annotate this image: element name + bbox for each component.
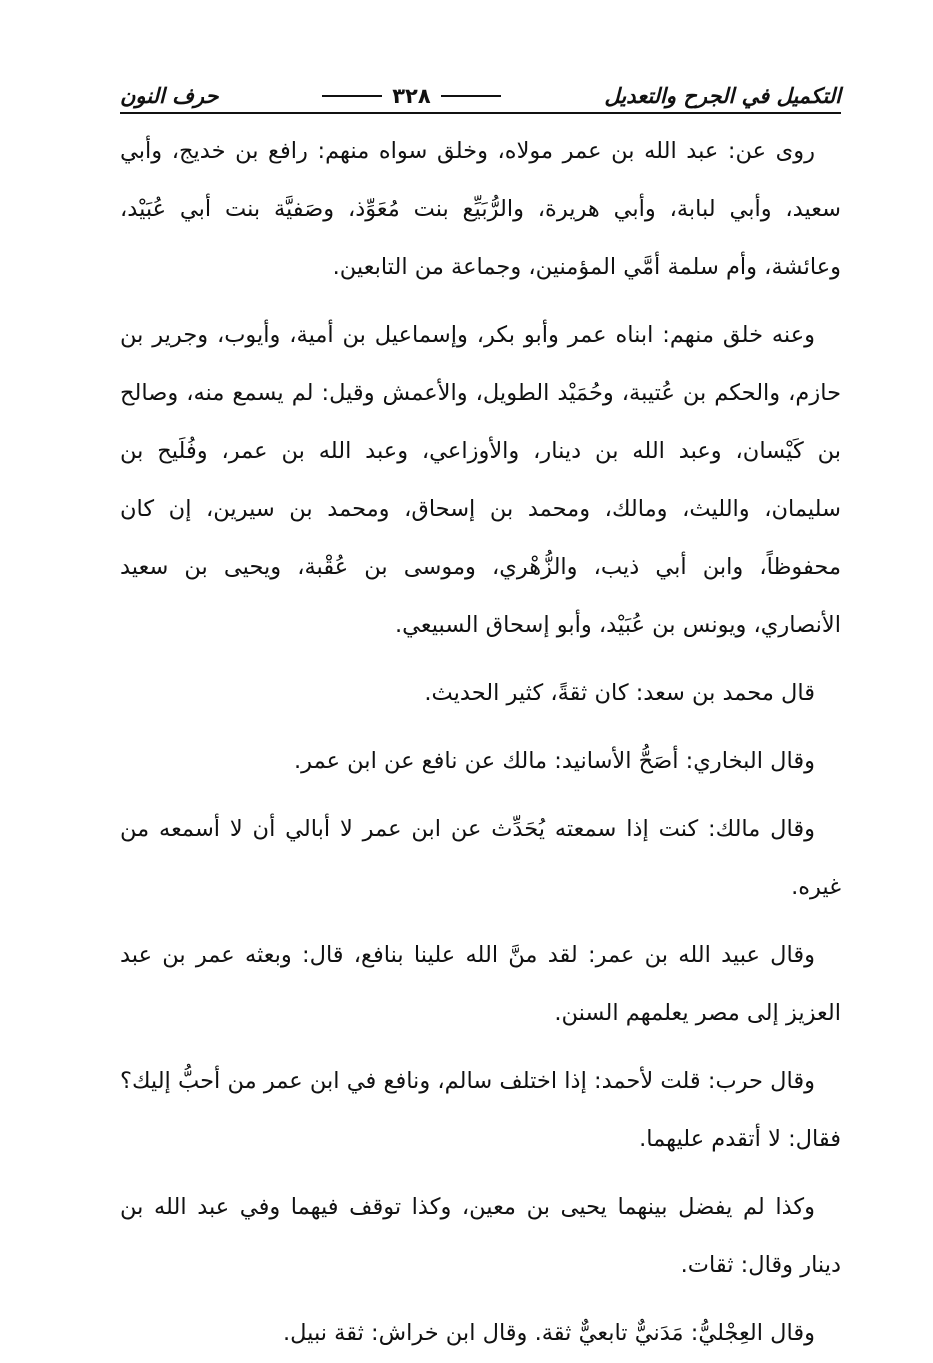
paragraph-malik: وقال مالك: كنت إذا سمعته يُحَدِّث عن ابن عمر لا أبالي أن لا أسمعه من غيره. bbox=[120, 816, 841, 900]
header-dash-left bbox=[322, 95, 382, 97]
body-text bbox=[120, 122, 841, 1362]
paragraph-ibn-maeen: وكذا لم يفضل بينهما يحيى بن معين، وكذا توقف فيهما وفي عبد الله بن دينار وقال: ثقات. bbox=[120, 1194, 841, 1278]
header-page-number-group bbox=[322, 84, 500, 108]
running-header bbox=[120, 84, 841, 114]
paragraph-ibn-saad: قال محمد بن سعد: كان ثقةً، كثير الحديث. bbox=[424, 680, 815, 706]
header-book-title: التكميل في الجرح والتعديل bbox=[604, 84, 841, 108]
paragraph-narrators: وعنه خلق منهم: ابناه عمر وأبو بكر، وإسماعيل بن أمية، وأيوب، وجرير بن حازم، والحكم بن عُتيبة، وحُمَيْد الطويل، والأعمش وقيل: لم يسمع منه، وصالح بن كَيْسان، وعبد الله بن دينار، والأوزاعي، وعبد الله بن عمر، وفُلَيح بن سليمان، والليث، ومالك، ومحمد بن إسحاق، ومحمد بن سيرين، إن كان محفوظاً، وابن أبي ذيب، والزُّهْري، وموسى بن عُقْبة، ويحيى بن سعيد الأنصاري، ويونس بن عُبَيْد، وأبو إسحاق السبيعي. bbox=[120, 322, 841, 638]
header-page-number: ٣٢٨ bbox=[392, 84, 431, 108]
paragraph-harb: وقال حرب: قلت لأحمد: إذا اختلف سالم، ونافع في ابن عمر من أحبُّ إليك؟ فقال: لا أتقدم عليهما. bbox=[120, 1068, 841, 1152]
header-section: حرف النون bbox=[120, 84, 219, 108]
header-dash-right bbox=[441, 95, 501, 97]
paragraph-narrated-from: روى عن: عبد الله بن عمر مولاه، وخلق سواه منهم: رافع بن خديج، وأبي سعيد، وأبي لبابة، وأبي هريرة، والرُّبَيِّع بنت مُعَوِّذ، وصَفيَّة بنت أبي عُبَيْد، وعائشة، وأم سلمة أمَّي المؤمنين، وجماعة من التابعين. bbox=[120, 138, 841, 280]
paragraph-bukhari: وقال البخاري: أصَحُّ الأسانيد: مالك عن نافع عن ابن عمر. bbox=[294, 748, 815, 774]
paragraph-ijli: وقال العِجْليُّ: مَدَنيٌّ تابعيٌّ ثقة. وقال ابن خراش: ثقة نبيل. bbox=[282, 1320, 815, 1346]
paragraph-ubaydullah: وقال عبيد الله بن عمر: لقد منَّ الله علينا بنافع، قال: وبعثه عمر بن عبد العزيز إلى مصر يعلمهم السنن. bbox=[120, 942, 841, 1026]
